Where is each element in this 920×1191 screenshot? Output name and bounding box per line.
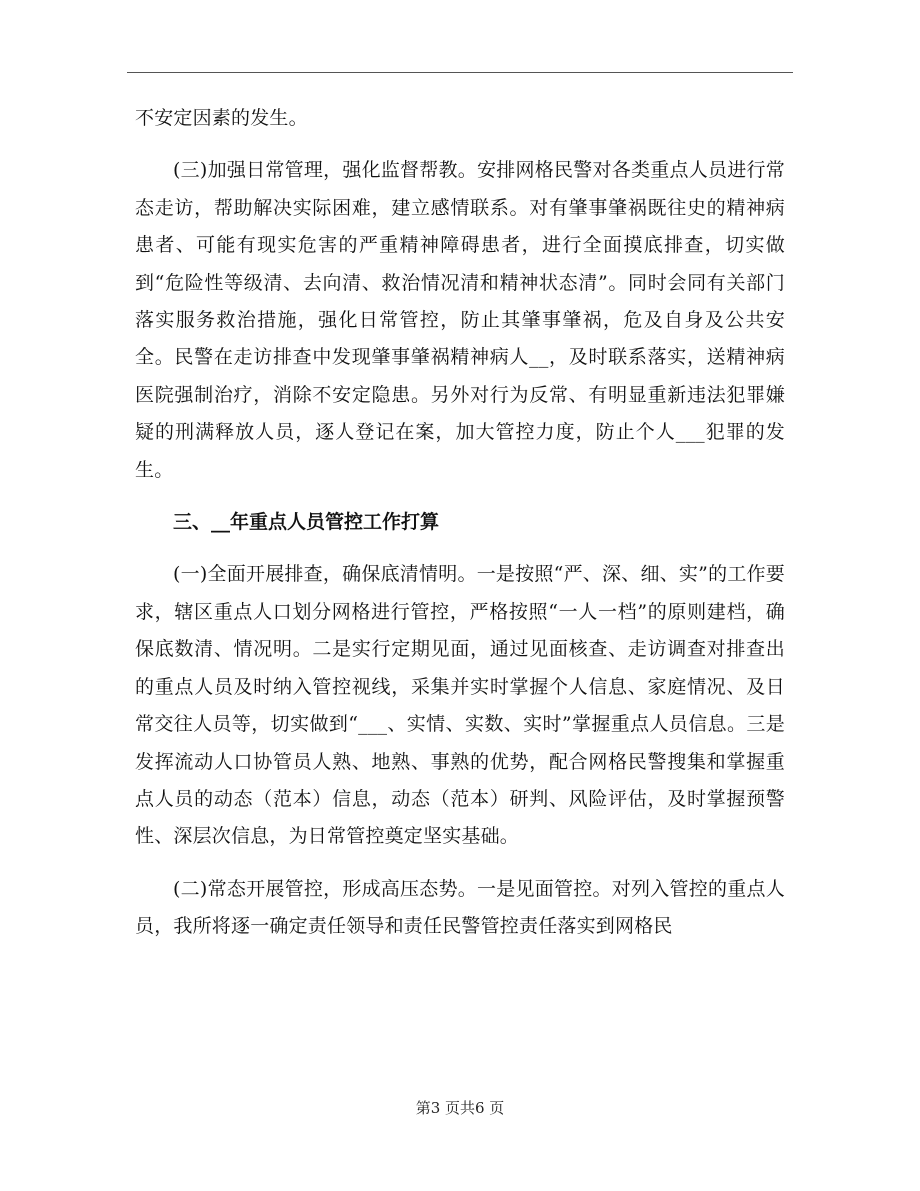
document-body	[135, 100, 785, 946]
section-heading: 三、__年重点人员管控工作打算	[173, 511, 440, 534]
header-rule	[127, 72, 793, 73]
paragraph-investigation: (一)全面开展排查，确保底清情明。一是按照“严、深、细、实”的工作要求，辖区重点人口划分网格进行管控，严格按照“一人一档”的原则建档，确保底数清、情况明。二是实行定期见面，通过见面核查、走访调查对排查出的重点人员及时纳入管控视线，采集并实时掌握个人信息、家庭情况、及日常交往人员等，切实做到“___、实情、实数、实时”掌握重点人员信息。三是发挥流动人口协管员人熟、地熟、事熟的优势，配合网格民警搜集和掌握重点人员的动态（范本）信息，动态（范本）研判、风险评估，及时掌握预警性、深层次信息，为日常管控奠定坚实基础。	[135, 563, 785, 848]
paragraph-continuation: 不安定因素的发生。	[135, 107, 308, 129]
paragraph-daily-management: (三)加强日常管理，强化监督帮教。安排网格民警对各类重点人员进行常态走访，帮助解决实际困难，建立感情联系。对有肇事肇祸既往史的精神病患者、可能有现实危害的严重精神障碍患者，进行全面摸底排查，切实做到“危险性等级清、去向清、救治情况清和精神状态清”。同时会同有关部门落实服务救治措施，强化日常管控，防止其肇事肇祸，危及自身及公共安全。民警在走访排查中发现肇事肇祸精神病人__，及时联系落实，送精神病医院强制治疗，消除不安定隐患。另外对行为反常、有明显重新违法犯罪嫌疑的刑满释放人员，逐人登记在案，加大管控力度，防止个人___犯罪的发生。	[135, 159, 785, 481]
page-number: 第3 页共6 页	[415, 1099, 505, 1117]
paragraph-control: (二)常态开展管控，形成高压态势。一是见面管控。对列入管控的重点人员，我所将逐一确定责任领导和责任民警管控责任落实到网格民	[135, 877, 785, 938]
